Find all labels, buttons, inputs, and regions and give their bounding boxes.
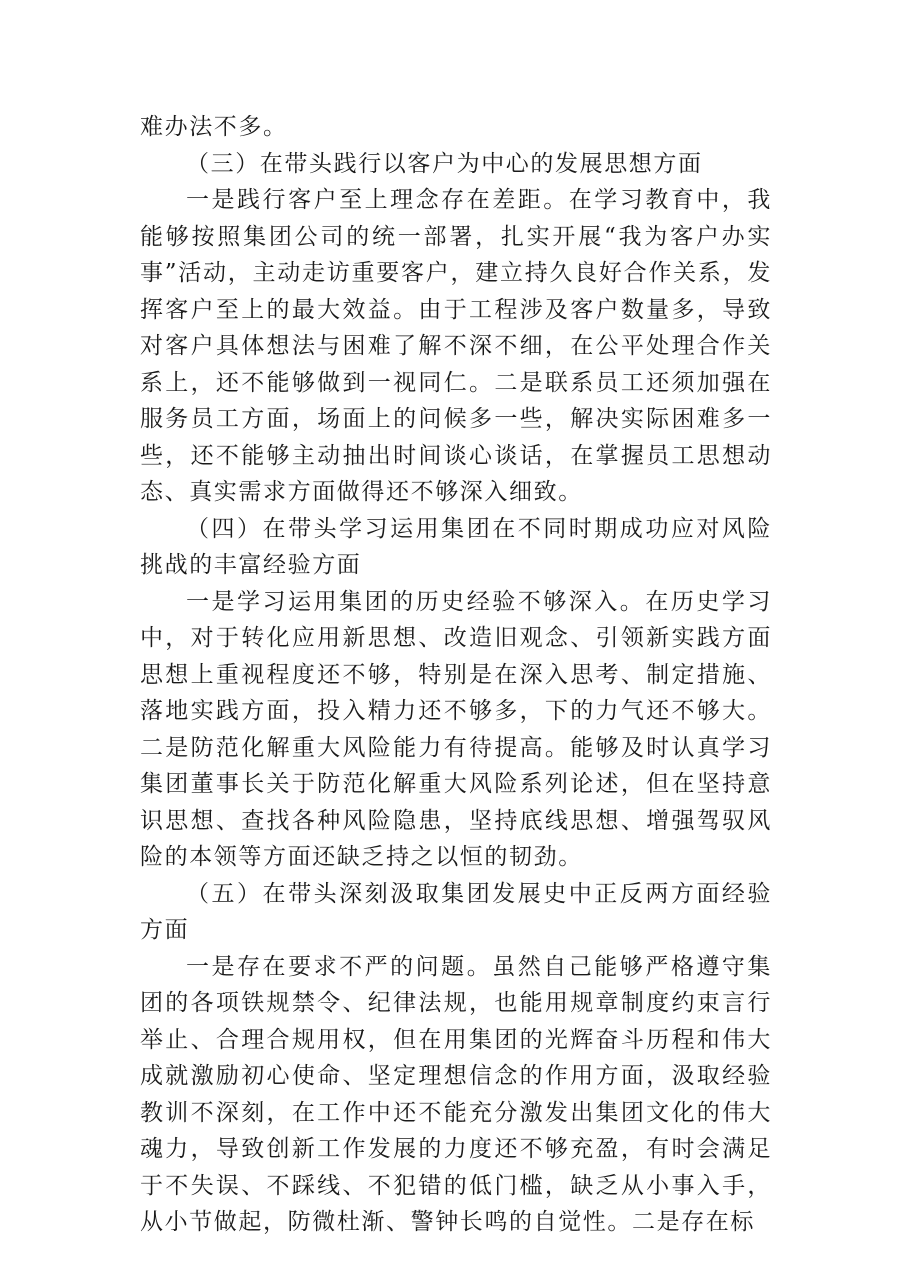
paragraph-section-4: 一是学习运用集团的历史经验不够深入。在历史学习中，对于转化应用新思想、改造旧观念、引领新实践方面思想上重视程度还不够，特别是在深入思考、制定措施、落地实践方面，投入精力还不够多，下的力气还不够大。二是防范化解重大风险能力有待提高。能够及时认真学习集团董事长关于防范化解重大风险系列论述，但在坚持意识思想、查找各种风险隐患，坚持底线思想、增强驾驭风险的本领等方面还缺乏持之以恒的韧劲。 bbox=[140, 588, 772, 870]
section-heading-3: （三）在带头践行以客户为中心的发展思想方面 bbox=[186, 150, 703, 177]
section-heading-5: （五）在带头深刻汲取集团发展史中正反两方面经验方面 bbox=[140, 880, 772, 943]
paragraph-continuation: 难办法不多。 bbox=[140, 114, 288, 140]
paragraph-section-3: 一是践行客户至上理念存在差距。在学习教育中，我能够按照集团公司的统一部署，扎实开展“我为客户办实事”活动，主动走访重要客户，建立持久良好合作关系，发挥客户至上的最大效益。由于工程涉及客户数量多，导致对客户具体想法与困难了解不深不细，在公平处理合作关系上，还不能够做到一视同仁。二是联系员工还须加强在服务员工方面，场面上的问候多一些，解决实际困难多一些，还不能够主动抽出时间谈心谈话，在掌握员工思想动态、真实需求方面做得还不够深入细致。 bbox=[140, 187, 772, 505]
document-body bbox=[140, 109, 772, 1241]
section-heading-4: （四）在带头学习运用集团在不同时期成功应对风险挑战的丰富经验方面 bbox=[140, 515, 772, 578]
paragraph-section-5: 一是存在要求不严的问题。虽然自己能够严格遵守集团的各项铁规禁令、纪律法规，也能用规章制度约束言行举止、合理合规用权，但在用集团的光辉奋斗历程和伟大成就激励初心使命、坚定理想信念的作用方面，汲取经验教训不深刻，在工作中还不能充分激发出集团文化的伟大魂力，导致创新工作发展的力度还不够充盈，有时会满足于不失误、不踩线、不犯错的低门槛，缺乏从小事入手，从小节做起，防微杜渐、警钟长鸣的自觉性。二是存在标 bbox=[140, 953, 772, 1235]
